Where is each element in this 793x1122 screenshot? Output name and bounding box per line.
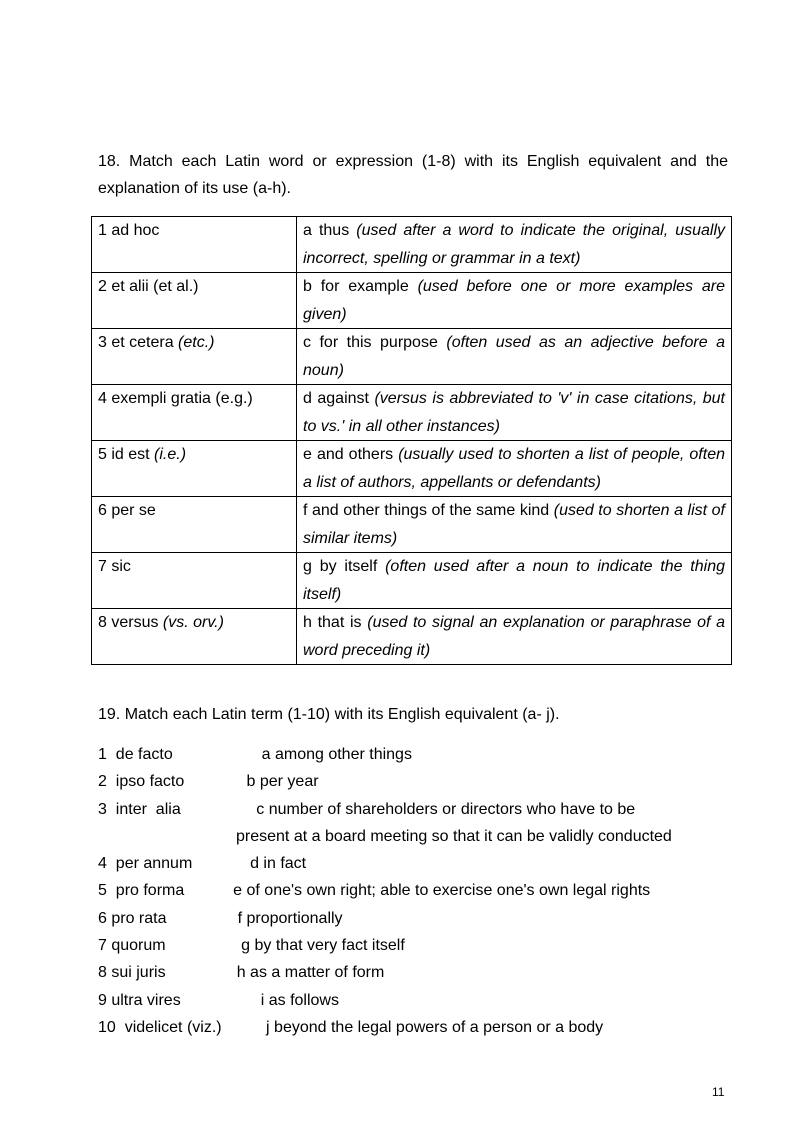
latin-term: 4 per annum [98, 855, 251, 873]
latin-term: 2 et alii (et al.) [98, 278, 199, 295]
usage-note: (used before one or more examples are given) [303, 278, 725, 323]
latin-term-cell [92, 609, 297, 665]
exercise-19-number: 19. [98, 706, 121, 723]
latin-term: 5 pro forma [98, 882, 234, 900]
list-item [98, 741, 729, 768]
table-row [92, 553, 732, 609]
usage-note: (used to shorten a list of similar items) [303, 502, 725, 547]
list-item [98, 905, 729, 932]
english-equivalent: i as follows [260, 991, 339, 1009]
english-equivalent: a among other things [261, 746, 412, 763]
english-equivalent: g by that very fact itself [241, 937, 405, 955]
list-item-continuation: present at a board meeting so that it can be validly conducted [236, 827, 672, 845]
english-cell [297, 609, 732, 665]
table-row [92, 385, 732, 441]
latin-term: 1 de facto [98, 746, 262, 763]
table-row [92, 273, 732, 329]
latin-term-cell [92, 329, 297, 385]
usage-note: (versus is abbreviated to 'v' in case citations, but to vs.' in all other instances) [303, 390, 726, 435]
english-equivalent: f proportionally [237, 909, 343, 927]
english-equivalent: h as a matter of form [236, 964, 385, 982]
english-cell [297, 217, 732, 273]
english-equivalent: e and others [303, 446, 394, 463]
exercise-19-heading [98, 701, 728, 728]
latin-term: 10 videlicet (viz.) [98, 1018, 267, 1036]
usage-note: (often used after a noun to indicate the thing itself) [303, 558, 725, 603]
english-equivalent: h that is [303, 614, 362, 631]
list-item [98, 987, 729, 1014]
english-equivalent: d in fact [250, 855, 307, 873]
latin-term: 7 quorum [98, 937, 242, 955]
exercise-19-list [98, 741, 729, 1041]
latin-term-cell [92, 273, 297, 329]
table-row [92, 329, 732, 385]
english-cell [297, 385, 732, 441]
english-equivalent: j beyond the legal powers of a person or a body [266, 1018, 604, 1036]
english-equivalent: c for this purpose [303, 334, 438, 351]
latin-term-cell [92, 553, 297, 609]
english-equivalent: b per year [246, 773, 319, 791]
latin-term: 7 sic [98, 558, 131, 575]
english-equivalent: g by itself [303, 558, 378, 575]
latin-term: 1 ad hoc [98, 222, 160, 239]
english-cell [297, 497, 732, 553]
usage-note: (used to signal an explanation or paraphrase of a word preceding it) [303, 614, 726, 659]
list-item [98, 1014, 729, 1041]
latin-term: 2 ipso facto [98, 773, 247, 791]
list-item [98, 796, 729, 823]
list-item [98, 877, 729, 904]
exercise-19-instruction: Match each Latin term (1-10) with its English equivalent (a- j). [124, 706, 560, 723]
english-cell [297, 329, 732, 385]
exercise-18-table [91, 216, 732, 665]
exercise-18-heading [98, 148, 728, 202]
list-item [98, 768, 729, 795]
latin-term: 4 exempli gratia (e.g.) [98, 390, 253, 407]
english-cell [297, 441, 732, 497]
english-cell [297, 273, 732, 329]
page-number: 11 [712, 1085, 725, 1099]
latin-term: 3 inter alia [98, 800, 257, 818]
latin-term-cell [92, 497, 297, 553]
latin-term: 8 sui juris [98, 964, 237, 982]
latin-abbrev: (etc.) [178, 334, 215, 351]
latin-term: 8 versus [98, 614, 163, 631]
list-item [98, 959, 729, 986]
usage-note: (used after a word to indicate the original, usually incorrect, spelling or grammar in a text) [303, 222, 726, 267]
english-equivalent: c number of shareholders or directors who have to be [256, 800, 636, 818]
english-equivalent: b for example [303, 278, 409, 295]
table-row [92, 441, 732, 497]
english-equivalent: d against [303, 390, 369, 407]
table-row [92, 497, 732, 553]
latin-term: 5 id est [98, 446, 155, 463]
english-equivalent: f and other things of the same kind [303, 502, 550, 519]
latin-term: 3 et cetera [98, 334, 179, 351]
latin-term-cell [92, 217, 297, 273]
exercise-18-instruction: Match each Latin word or expression (1-8) with its English equivalent and the explanation of its use (a-h). [98, 153, 728, 197]
exercise-18-number: 18. [98, 153, 121, 170]
usage-note: (usually used to shorten a list of people, often a list of authors, appellants or defendants) [303, 446, 725, 491]
latin-term: 9 ultra vires [98, 991, 261, 1009]
latin-term-cell [92, 441, 297, 497]
usage-note: (often used as an adjective before a noun) [303, 334, 726, 379]
latin-term: 6 pro rata [98, 909, 238, 927]
latin-abbrev: (i.e.) [154, 446, 187, 463]
latin-abbrev: (vs. orv.) [162, 614, 224, 631]
table-row [92, 609, 732, 665]
latin-term-cell [92, 385, 297, 441]
english-equivalent: a thus [303, 222, 350, 239]
english-equivalent: e of one's own right; able to exercise one's own legal rights [233, 882, 651, 900]
english-cell [297, 553, 732, 609]
latin-term: 6 per se [98, 502, 156, 519]
list-item [98, 850, 729, 877]
list-item [98, 932, 729, 959]
table-row [92, 217, 732, 273]
